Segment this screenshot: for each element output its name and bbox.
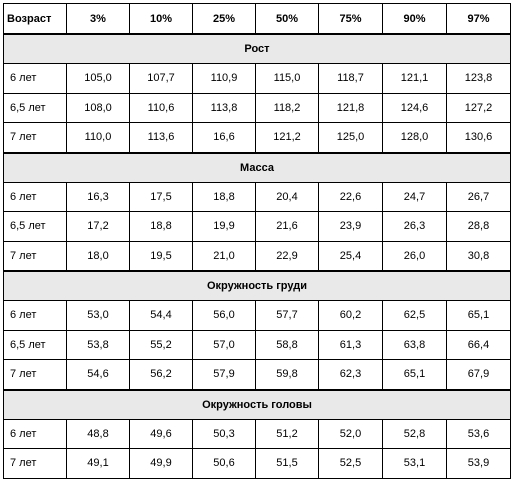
- value-cell: 57,9: [193, 360, 256, 390]
- section-row-head-circumference: [4, 390, 511, 420]
- value-cell: 22,9: [256, 241, 319, 271]
- value-cell: 110,0: [67, 123, 130, 153]
- column-header-p25: 25%: [193, 4, 256, 35]
- table-row: [4, 419, 511, 449]
- value-cell: 113,6: [130, 123, 193, 153]
- value-cell: 18,0: [67, 241, 130, 271]
- table-row: [4, 241, 511, 271]
- table-row: [4, 123, 511, 153]
- value-cell: 51,2: [256, 419, 319, 449]
- table-row: [4, 182, 511, 212]
- value-cell: 23,9: [319, 212, 383, 242]
- value-cell: 54,6: [67, 360, 130, 390]
- value-cell: 26,7: [447, 182, 511, 212]
- value-cell: 62,3: [319, 360, 383, 390]
- value-cell: 59,8: [256, 360, 319, 390]
- age-cell: 6 лет: [4, 182, 67, 212]
- value-cell: 16,6: [193, 123, 256, 153]
- value-cell: 52,0: [319, 419, 383, 449]
- section-row-chest-circumference: [4, 271, 511, 301]
- section-title: Окружность груди: [4, 271, 511, 301]
- age-cell: 7 лет: [4, 123, 67, 153]
- value-cell: 121,1: [383, 64, 447, 94]
- table-row: [4, 212, 511, 242]
- column-header-p90: 90%: [383, 4, 447, 35]
- value-cell: 65,1: [383, 360, 447, 390]
- value-cell: 125,0: [319, 123, 383, 153]
- age-cell: 7 лет: [4, 360, 67, 390]
- value-cell: 110,6: [130, 93, 193, 123]
- section-title: Масса: [4, 153, 511, 183]
- value-cell: 118,2: [256, 93, 319, 123]
- value-cell: 16,3: [67, 182, 130, 212]
- value-cell: 67,9: [447, 360, 511, 390]
- value-cell: 17,2: [67, 212, 130, 242]
- value-cell: 53,1: [383, 449, 447, 479]
- value-cell: 57,0: [193, 330, 256, 360]
- section-row-height: [4, 34, 511, 64]
- table-body: [4, 34, 511, 478]
- value-cell: 18,8: [130, 212, 193, 242]
- age-cell: 6 лет: [4, 419, 67, 449]
- value-cell: 58,8: [256, 330, 319, 360]
- column-header-p10: 10%: [130, 4, 193, 35]
- table-row: [4, 360, 511, 390]
- table-row: [4, 449, 511, 479]
- value-cell: 121,2: [256, 123, 319, 153]
- value-cell: 130,6: [447, 123, 511, 153]
- table-row: [4, 330, 511, 360]
- table-row: [4, 93, 511, 123]
- value-cell: 26,0: [383, 241, 447, 271]
- column-header-p97: 97%: [447, 4, 511, 35]
- value-cell: 107,7: [130, 64, 193, 94]
- value-cell: 50,3: [193, 419, 256, 449]
- value-cell: 24,7: [383, 182, 447, 212]
- centile-table: [3, 3, 511, 479]
- value-cell: 55,2: [130, 330, 193, 360]
- value-cell: 49,6: [130, 419, 193, 449]
- section-row-weight: [4, 153, 511, 183]
- value-cell: 50,6: [193, 449, 256, 479]
- value-cell: 63,8: [383, 330, 447, 360]
- value-cell: 18,8: [193, 182, 256, 212]
- table-row: [4, 301, 511, 331]
- value-cell: 53,6: [447, 419, 511, 449]
- value-cell: 25,4: [319, 241, 383, 271]
- value-cell: 60,2: [319, 301, 383, 331]
- age-cell: 6 лет: [4, 64, 67, 94]
- value-cell: 124,6: [383, 93, 447, 123]
- value-cell: 62,5: [383, 301, 447, 331]
- header-row: [4, 4, 511, 35]
- value-cell: 115,0: [256, 64, 319, 94]
- age-cell: 7 лет: [4, 449, 67, 479]
- value-cell: 53,9: [447, 449, 511, 479]
- value-cell: 61,3: [319, 330, 383, 360]
- value-cell: 26,3: [383, 212, 447, 242]
- value-cell: 53,8: [67, 330, 130, 360]
- value-cell: 123,8: [447, 64, 511, 94]
- value-cell: 53,0: [67, 301, 130, 331]
- age-cell: 6 лет: [4, 301, 67, 331]
- table-header: [4, 4, 511, 35]
- value-cell: 21,6: [256, 212, 319, 242]
- value-cell: 54,4: [130, 301, 193, 331]
- value-cell: 21,0: [193, 241, 256, 271]
- value-cell: 51,5: [256, 449, 319, 479]
- value-cell: 19,5: [130, 241, 193, 271]
- value-cell: 30,8: [447, 241, 511, 271]
- column-header-p3: 3%: [67, 4, 130, 35]
- value-cell: 65,1: [447, 301, 511, 331]
- value-cell: 52,5: [319, 449, 383, 479]
- value-cell: 113,8: [193, 93, 256, 123]
- value-cell: 20,4: [256, 182, 319, 212]
- value-cell: 19,9: [193, 212, 256, 242]
- value-cell: 48,8: [67, 419, 130, 449]
- value-cell: 110,9: [193, 64, 256, 94]
- value-cell: 128,0: [383, 123, 447, 153]
- column-header-p50: 50%: [256, 4, 319, 35]
- age-cell: 6,5 лет: [4, 330, 67, 360]
- value-cell: 22,6: [319, 182, 383, 212]
- value-cell: 66,4: [447, 330, 511, 360]
- age-cell: 6,5 лет: [4, 93, 67, 123]
- age-cell: 7 лет: [4, 241, 67, 271]
- value-cell: 28,8: [447, 212, 511, 242]
- value-cell: 56,2: [130, 360, 193, 390]
- column-header-age: Возраст: [4, 4, 67, 35]
- value-cell: 105,0: [67, 64, 130, 94]
- value-cell: 127,2: [447, 93, 511, 123]
- section-title: Окружность головы: [4, 390, 511, 420]
- column-header-p75: 75%: [319, 4, 383, 35]
- value-cell: 49,1: [67, 449, 130, 479]
- value-cell: 57,7: [256, 301, 319, 331]
- section-title: Рост: [4, 34, 511, 64]
- value-cell: 17,5: [130, 182, 193, 212]
- value-cell: 108,0: [67, 93, 130, 123]
- value-cell: 121,8: [319, 93, 383, 123]
- age-cell: 6,5 лет: [4, 212, 67, 242]
- value-cell: 52,8: [383, 419, 447, 449]
- value-cell: 56,0: [193, 301, 256, 331]
- value-cell: 49,9: [130, 449, 193, 479]
- value-cell: 118,7: [319, 64, 383, 94]
- table-row: [4, 64, 511, 94]
